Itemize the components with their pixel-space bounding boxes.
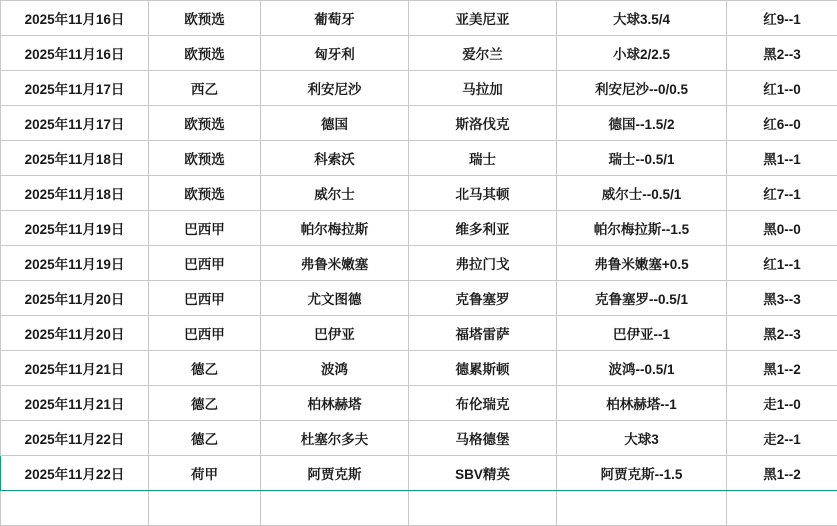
partial-cell-home: [261, 491, 409, 526]
match-odds: 帕尔梅拉斯--1.5: [557, 211, 727, 246]
table-row: [1, 211, 837, 246]
table-row: [1, 141, 837, 176]
match-result: 黑2--3: [727, 36, 837, 71]
away-team: 斯洛伐克: [409, 106, 557, 141]
match-date: 2025年11月16日: [1, 1, 149, 36]
home-team: 阿贾克斯: [261, 456, 409, 491]
home-team: 帕尔梅拉斯: [261, 211, 409, 246]
home-team: 葡萄牙: [261, 1, 409, 36]
match-result: 红1--1: [727, 246, 837, 281]
table-row-partial: [1, 491, 837, 526]
partial-cell-odds: [557, 491, 727, 526]
table-row: [1, 316, 837, 351]
partial-cell-away: [409, 491, 557, 526]
match-result: 黑3--3: [727, 281, 837, 316]
match-result: 红9--1: [727, 1, 837, 36]
home-team: 德国: [261, 106, 409, 141]
match-date: 2025年11月20日: [1, 281, 149, 316]
home-team: 波鸿: [261, 351, 409, 386]
table-row: [1, 386, 837, 421]
match-date: 2025年11月16日: [1, 36, 149, 71]
match-date: 2025年11月22日: [1, 421, 149, 456]
away-team: 爱尔兰: [409, 36, 557, 71]
match-odds: 小球2/2.5: [557, 36, 727, 71]
away-team: 瑞士: [409, 141, 557, 176]
match-date: 2025年11月20日: [1, 316, 149, 351]
match-league: 欧预选: [149, 141, 261, 176]
match-odds: 威尔士--0.5/1: [557, 176, 727, 211]
match-result: 红6--0: [727, 106, 837, 141]
match-result: 黑2--3: [727, 316, 837, 351]
table-row: [1, 1, 837, 36]
match-date: 2025年11月22日: [1, 456, 149, 491]
match-date: 2025年11月19日: [1, 246, 149, 281]
match-result: 红7--1: [727, 176, 837, 211]
table-row: [1, 71, 837, 106]
match-league: 巴西甲: [149, 281, 261, 316]
match-odds: 克鲁塞罗--0.5/1: [557, 281, 727, 316]
table-row: [1, 421, 837, 456]
match-result: 黑1--2: [727, 456, 837, 491]
match-date: 2025年11月17日: [1, 71, 149, 106]
away-team: 维多利亚: [409, 211, 557, 246]
away-team: 弗拉门戈: [409, 246, 557, 281]
match-league: 欧预选: [149, 36, 261, 71]
away-team: 马拉加: [409, 71, 557, 106]
match-result: 黑0--0: [727, 211, 837, 246]
match-result: 走1--0: [727, 386, 837, 421]
match-results-body: [1, 1, 837, 526]
match-league: 欧预选: [149, 176, 261, 211]
match-odds: 瑞士--0.5/1: [557, 141, 727, 176]
home-team: 科索沃: [261, 141, 409, 176]
away-team: 亚美尼亚: [409, 1, 557, 36]
match-league: 德乙: [149, 421, 261, 456]
away-team: 北马其顿: [409, 176, 557, 211]
match-odds: 阿贾克斯--1.5: [557, 456, 727, 491]
match-odds: 利安尼沙--0/0.5: [557, 71, 727, 106]
away-team: 克鲁塞罗: [409, 281, 557, 316]
match-league: 德乙: [149, 351, 261, 386]
table-row: [1, 281, 837, 316]
match-date: 2025年11月18日: [1, 141, 149, 176]
match-league: 欧预选: [149, 1, 261, 36]
home-team: 匈牙利: [261, 36, 409, 71]
match-result: 黑1--1: [727, 141, 837, 176]
away-team: 马格德堡: [409, 421, 557, 456]
away-team: SBV精英: [409, 456, 557, 491]
match-date: 2025年11月21日: [1, 351, 149, 386]
match-league: 西乙: [149, 71, 261, 106]
partial-cell-league: [149, 491, 261, 526]
table-row: [1, 106, 837, 141]
home-team: 尤文图德: [261, 281, 409, 316]
match-league: 巴西甲: [149, 246, 261, 281]
home-team: 威尔士: [261, 176, 409, 211]
match-odds: 巴伊亚--1: [557, 316, 727, 351]
match-odds: 弗鲁米嫩塞+0.5: [557, 246, 727, 281]
match-league: 德乙: [149, 386, 261, 421]
match-date: 2025年11月18日: [1, 176, 149, 211]
match-date: 2025年11月21日: [1, 386, 149, 421]
match-league: 巴西甲: [149, 211, 261, 246]
away-team: 福塔雷萨: [409, 316, 557, 351]
match-league: 欧预选: [149, 106, 261, 141]
partial-cell-date: [1, 491, 149, 526]
away-team: 布伦瑞克: [409, 386, 557, 421]
match-odds: 大球3: [557, 421, 727, 456]
away-team: 德累斯顿: [409, 351, 557, 386]
match-date: 2025年11月19日: [1, 211, 149, 246]
match-league: 巴西甲: [149, 316, 261, 351]
match-result: 走2--1: [727, 421, 837, 456]
match-odds: 德国--1.5/2: [557, 106, 727, 141]
table-row: [1, 351, 837, 386]
match-odds: 波鸿--0.5/1: [557, 351, 727, 386]
match-league: 荷甲: [149, 456, 261, 491]
match-date: 2025年11月17日: [1, 106, 149, 141]
match-result: 黑1--2: [727, 351, 837, 386]
match-result: 红1--0: [727, 71, 837, 106]
home-team: 弗鲁米嫩塞: [261, 246, 409, 281]
table-row: [1, 36, 837, 71]
table-row: [1, 176, 837, 211]
home-team: 利安尼沙: [261, 71, 409, 106]
home-team: 杜塞尔多夫: [261, 421, 409, 456]
table-row: [1, 246, 837, 281]
partial-cell-result: [727, 491, 837, 526]
home-team: 巴伊亚: [261, 316, 409, 351]
table-row-highlighted: [1, 456, 837, 491]
match-odds: 大球3.5/4: [557, 1, 727, 36]
match-odds: 柏林赫塔--1: [557, 386, 727, 421]
home-team: 柏林赫塔: [261, 386, 409, 421]
